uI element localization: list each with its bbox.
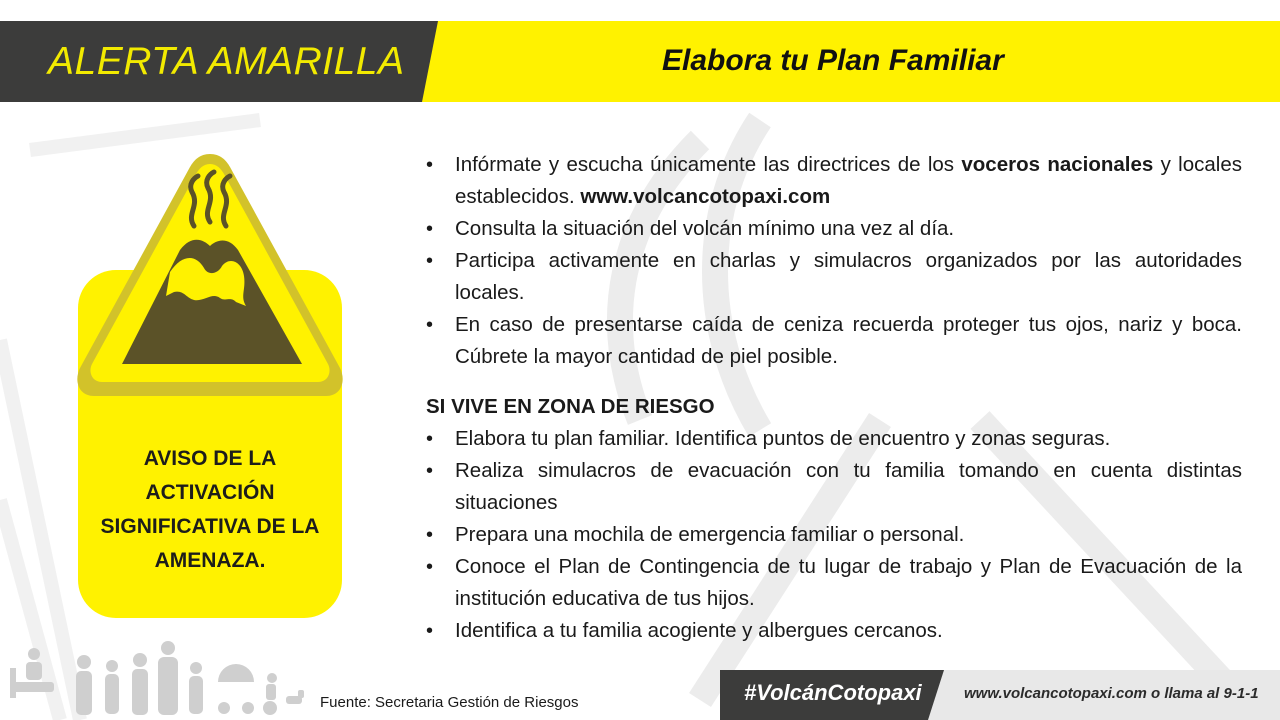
list-item: • Prepara una mochila de emergencia familiar o personal. bbox=[426, 519, 1242, 551]
list-item: • Consulta la situación del volcán mínimo una vez al día. bbox=[426, 213, 1242, 245]
list-item: • Realiza simulacros de evacuación con tu familia tomando en cuenta distintas situaciones bbox=[426, 455, 1242, 519]
risk-zone-list bbox=[426, 423, 1242, 647]
list-item: • Conoce el Plan de Contingencia de tu lugar de trabajo y Plan de Evacuación de la institución educativa de tus hijos. bbox=[426, 551, 1242, 615]
warning-notice: AVISO DE LA ACTIVACIÓN SIGNIFICATIVA DE LA AMENAZA. bbox=[100, 447, 320, 572]
alert-title: ALERTA AMARILLA bbox=[48, 40, 405, 83]
list-item: • Identifica a tu familia acogiente y albergues cercanos. bbox=[426, 615, 1242, 647]
source-credit: Fuente: Secretaria Gestión de Riesgos bbox=[320, 694, 579, 711]
general-list bbox=[426, 149, 1242, 373]
recommendations bbox=[426, 149, 1242, 647]
list-item: • En caso de presentarse caída de ceniza recuerda proteger tus ojos, nariz y boca. Cúbrete la mayor cantidad de piel posible. bbox=[426, 309, 1242, 373]
footer-bar bbox=[720, 670, 1280, 720]
warning-panel bbox=[70, 150, 350, 620]
list-item: • Infórmate y escucha únicamente las directrices de los voceros nacionales y locales establecidos. www.volcancotopaxi.com bbox=[426, 149, 1242, 213]
page-title: Elabora tu Plan Familiar bbox=[662, 44, 1004, 77]
hashtag: #VolcánCotopaxi bbox=[744, 680, 922, 705]
header-bar bbox=[0, 21, 1280, 102]
section-title: SI VIVE EN ZONA DE RIESGO bbox=[426, 395, 715, 418]
list-item: • Elabora tu plan familiar. Identifica puntos de encuentro y zonas seguras. bbox=[426, 423, 1242, 455]
list-item: • Participa activamente en charlas y simulacros organizados por las autoridades locales. bbox=[426, 245, 1242, 309]
contact-link[interactable]: www.volcancotopaxi.com o llama al 9-1-1 bbox=[964, 685, 1259, 702]
family-silhouette-icon bbox=[6, 638, 306, 718]
website-link[interactable]: www.volcancotopaxi.com bbox=[580, 185, 831, 208]
